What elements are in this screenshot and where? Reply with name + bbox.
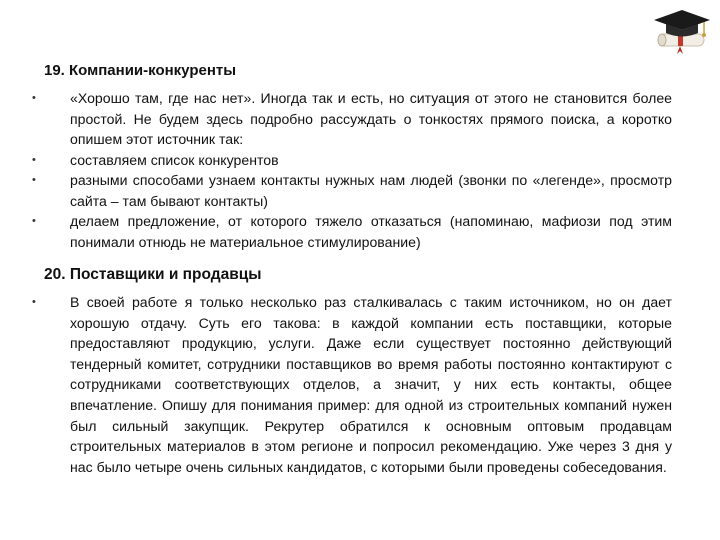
bullet-text: разными способами узнаем контакты нужных нам людей (звонки по «легенде», просмотр сайта – там бывают контакты) [70, 172, 672, 209]
graduation-cap-diploma-icon [648, 4, 712, 56]
section-title-competitors: 19. Компании-конкуренты [44, 62, 237, 79]
bullet-marker: • [32, 215, 36, 227]
suppliers-bullet-list [32, 292, 672, 477]
bullet-marker: • [32, 92, 36, 104]
bullet-text: «Хорошо там, где нас нет». Иногда так и есть, но ситуация от этого не становится более простой. Не будем здесь подробно рассуждать о тонкостях прямого поиска, а коротко опишем этот источник так: [70, 90, 672, 147]
list-item [32, 88, 672, 150]
section-title-suppliers: 20. Поставщики и продавцы [44, 266, 262, 283]
list-item [32, 292, 672, 477]
bullet-marker: • [32, 296, 36, 308]
list-item [32, 150, 672, 171]
bullet-text: делаем предложение, от которого тяжело отказаться (напоминаю, мафиози под этим понимали отнюдь не материальное стимулирование) [70, 213, 672, 250]
bullet-text: составляем список конкурентов [70, 151, 279, 168]
list-item [32, 211, 672, 252]
list-item [32, 170, 672, 211]
bullet-marker: • [32, 174, 36, 186]
competitors-bullet-list [32, 88, 672, 252]
bullet-marker: • [32, 153, 36, 166]
bullet-text: В своей работе я только несколько раз сталкивалась с таким источником, но он дает хорошую отдачу. Суть его такова: в каждой компании есть поставщики, которые предоставляют продукцию, услуги. Даже если существует постоянно действующий тендерный комитет, сотрудники поставщиков во время работы постоянно контактируют с сотрудниками соответствующих отделов, а значит, у них есть контакты, общее впечатление. Опишу для понимания пример: для одной из строительных компаний нужен был сильный закупщик. Рекрутер обратился к основным оптовым продавцам строительных материалов в этом регионе и попросил рекомендацию. Уже через 3 дня у нас было четыре очень сильных кандидатов, с которыми были проведены собеседования. [70, 294, 672, 475]
